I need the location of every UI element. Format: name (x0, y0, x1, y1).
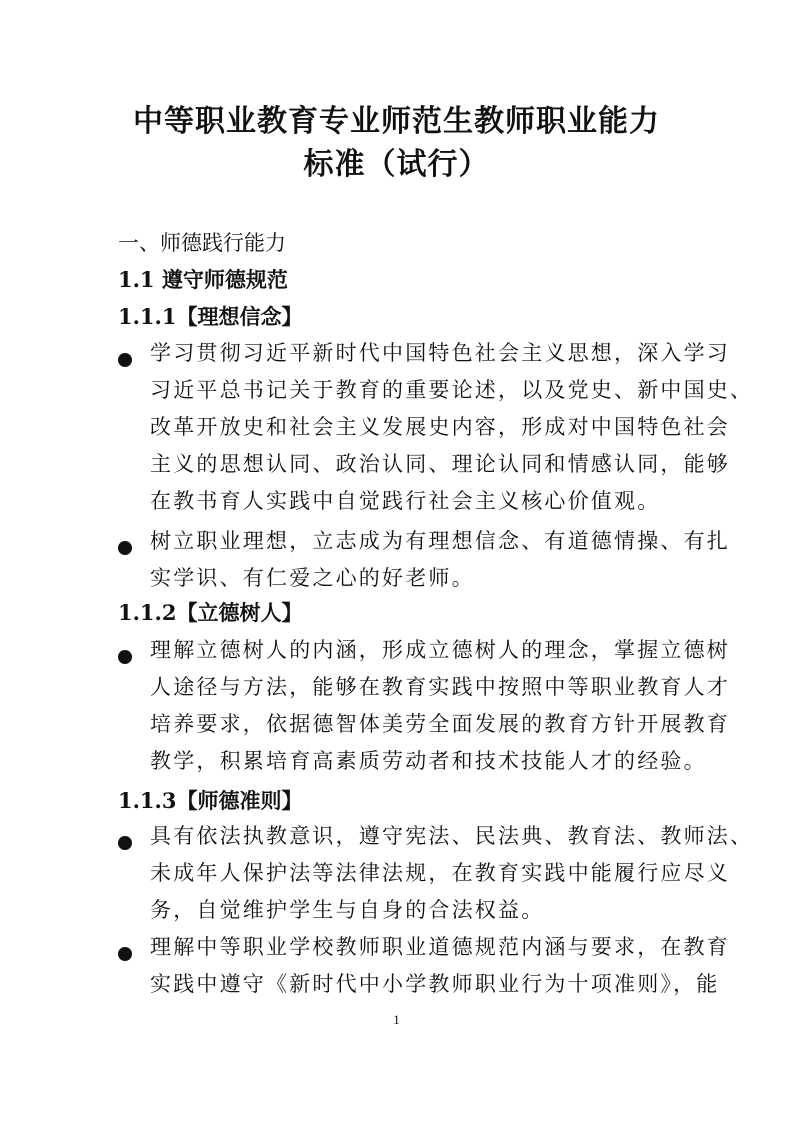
text-line: 习近平总书记关于教育的重要论述，以及党史、新中国史、 (150, 378, 754, 402)
text-line: 务，自觉维护学生与自身的合法权益。 (150, 898, 545, 922)
bullet-icon (118, 541, 132, 555)
text-line: 理解立德树人的内涵，形成立德树人的理念，掌握立德树 (150, 638, 730, 662)
bullet-icon (118, 947, 132, 961)
text-line: 学习贯彻习近平新时代中国特色社会主义思想，深入学习 (150, 341, 730, 365)
text-line: 教学，积累培育高素质劳动者和技术技能人才的经验。 (150, 749, 707, 773)
text-line: 在教书育人实践中自觉践行社会主义核心价值观。 (150, 489, 661, 513)
section-heading: 一、师德践行能力 (118, 231, 286, 255)
title-line-2: 标准（试行） (303, 147, 490, 182)
text-line: 人途径与方法，能够在教育实践中按照中等职业教育人才 (150, 675, 730, 699)
text-line: 改革开放史和社会主义发展史内容，形成对中国特色社会 (150, 415, 730, 439)
text-line: 实学识、有仁爱之心的好老师。 (150, 566, 475, 590)
text-line: 具有依法执教意识，遵守宪法、民法典、教育法、教师法、 (150, 824, 754, 848)
text-line: 主义的思想认同、政治认同、理论认同和情感认同，能够 (150, 452, 730, 476)
subsection-heading: 1.1 遵守师德规范 (118, 267, 288, 292)
page-number: 1 (393, 1012, 400, 1027)
title-line-1: 中等职业教育专业师范生教师职业能力 (133, 104, 660, 139)
bullet-icon (118, 650, 132, 664)
item-heading-ethics: 1.1.3【师德准则】 (118, 788, 303, 813)
text-line: 树立职业理想，立志成为有理想信念、有道德情操、有扎 (150, 529, 730, 553)
bullet-icon (118, 353, 132, 367)
text-line: 培养要求，依据德智体美劳全面发展的教育方针开展教育 (150, 712, 730, 736)
text-line: 理解中等职业学校教师职业道德规范内涵与要求，在教育 (150, 935, 730, 959)
item-heading-ideals: 1.1.1【理想信念】 (118, 304, 303, 329)
bullet-icon (118, 836, 132, 850)
text-line: 未成年人保护法等法律法规，在教育实践中能履行应尽义 (150, 861, 730, 885)
item-heading-moral-education: 1.1.2【立德树人】 (118, 600, 303, 625)
text-line: 实践中遵守《新时代中小学教师职业行为十项准则》，能 (150, 972, 720, 996)
